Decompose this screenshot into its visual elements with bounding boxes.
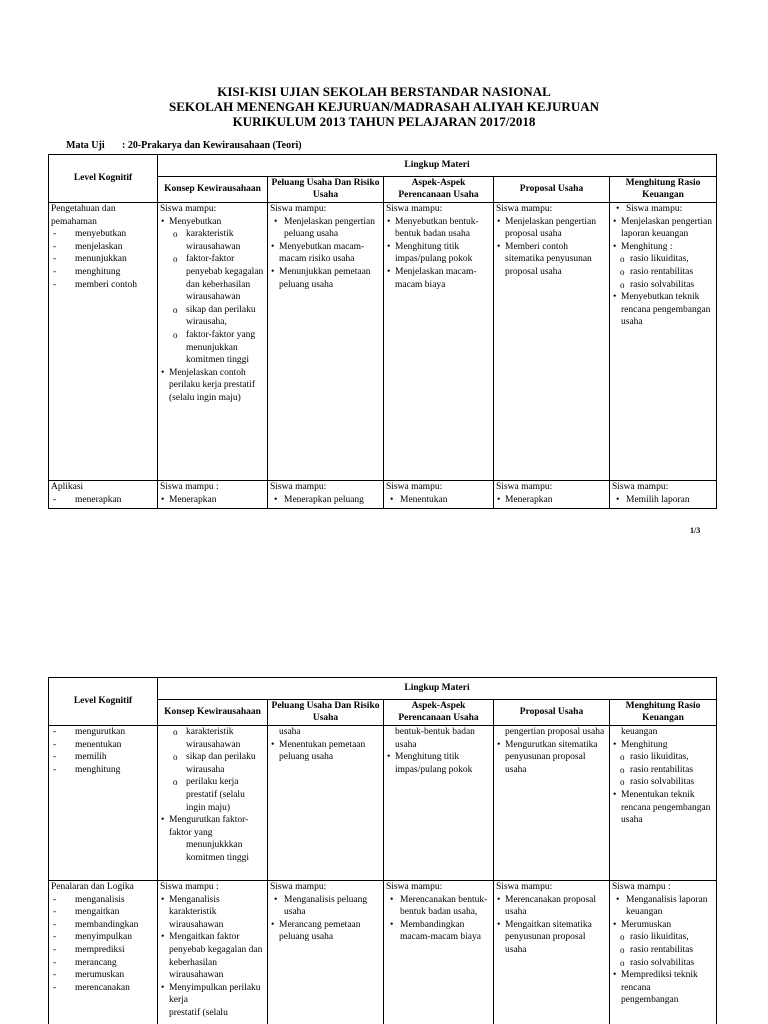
- list-item: o rasio likuiditas,: [612, 751, 714, 764]
- list-item: o rasio solvabilitas: [612, 776, 714, 789]
- table-row: [49, 726, 717, 881]
- list-item: • Menganalisis karakteristik wirausahawan: [160, 894, 265, 932]
- list-item: • Menentukan pemetaan peluang usaha: [270, 739, 381, 764]
- title-line-3: KURIKULUM 2013 TAHUN PELAJARAN 2017/2018: [232, 114, 536, 129]
- list-item: • Menerapkan: [496, 494, 607, 507]
- proposal-cell: [494, 726, 610, 881]
- list-item: bentuk-bentuk badan usaha: [395, 727, 475, 750]
- cell-intro: Siswa mampu :: [612, 882, 671, 892]
- list-item: - menunjukkan: [51, 253, 155, 266]
- list-item: • Menghitung titik impas/pulang pokok: [386, 751, 491, 776]
- list-item: • Menentukan teknik rencana pengembangan usaha: [612, 789, 714, 827]
- aspek-cell: [384, 881, 494, 1024]
- list-item: o sikap dan perilaku wirausaha,: [160, 304, 265, 329]
- list-item: - menghitung: [51, 764, 155, 777]
- list-item: • Menganalisis laporan keuangan: [612, 894, 714, 919]
- peluang-cell: [268, 203, 384, 481]
- list-item: - merumuskan: [51, 969, 155, 982]
- cell-intro: Siswa mampu:: [612, 482, 669, 492]
- list-item: o rasio likuiditas,: [612, 931, 714, 944]
- header-level-kognitif: Level Kognitif: [49, 678, 158, 726]
- cell-intro: Siswa mampu:: [160, 204, 217, 214]
- subject-line: [66, 140, 302, 151]
- list-item: - menghitung: [51, 266, 155, 279]
- table-row: [49, 881, 717, 1024]
- table-row: [49, 481, 717, 509]
- cell-intro: Siswa mampu:: [270, 482, 327, 492]
- level-cell: [49, 481, 158, 509]
- document-title: [0, 84, 768, 129]
- cell-intro: Siswa mampu:: [270, 204, 327, 214]
- list-item: o rasio rentabilitas: [612, 266, 714, 279]
- list-item: • Memberi contoh sitematika penyusunan proposal usaha: [496, 241, 607, 279]
- list-item: • Memprediksi teknik rencana: [612, 969, 714, 994]
- list-item: - mengaitkan: [51, 906, 155, 919]
- peluang-cell: [268, 481, 384, 509]
- rasio-cell: [610, 881, 717, 1024]
- list-item: - menganalisis: [51, 894, 155, 907]
- cell-intro: Siswa mampu:: [496, 482, 553, 492]
- level-title: Pengetahuan dan: [51, 204, 116, 214]
- subject-label: Mata Uji: [66, 140, 105, 151]
- cell-intro: Siswa mampu :: [160, 882, 219, 892]
- list-item: - merencanakan: [51, 982, 155, 995]
- proposal-cell: [494, 881, 610, 1024]
- list-item: - menyebutkan: [51, 228, 155, 241]
- proposal-cell: [494, 203, 610, 481]
- list-item: • Siswa mampu:: [612, 203, 714, 216]
- header-aspek: Aspek-Aspek Perencanaan Usaha: [384, 700, 494, 726]
- list-item: • Menganalisis peluang usaha: [270, 894, 381, 919]
- aspek-cell: [384, 726, 494, 881]
- list-item: - merancang: [51, 957, 155, 970]
- header-konsep: Konsep Kewirausahaan: [158, 700, 268, 726]
- list-item: • Menyebutkan bentuk-bentuk badan usaha: [386, 216, 491, 241]
- header-konsep: Konsep Kewirausahaan: [158, 177, 268, 203]
- list-item: - mengurutkan: [51, 726, 155, 739]
- header-proposal: Proposal Usaha: [494, 177, 610, 203]
- konsep-cell: [158, 881, 268, 1024]
- peluang-cell: [268, 881, 384, 1024]
- list-item: • Menyebutkan teknik rencana pengembangan usaha: [612, 291, 714, 329]
- header-level-kognitif: Level Kognitif: [49, 155, 158, 203]
- aspek-cell: [384, 481, 494, 509]
- list-item: - memberi contoh: [51, 279, 155, 292]
- cell-intro: Siswa mampu:: [496, 204, 553, 214]
- list-item: o karakteristik wirausahawan: [160, 228, 265, 253]
- list-item: o sikap dan perilaku wirausaha: [160, 751, 265, 776]
- list-item: • Menyebutkan: [160, 216, 265, 229]
- list-item: • Mengaitkan faktor penyebab kegagalan dan keberhasilan wirausahawan: [160, 931, 265, 981]
- list-item: keuangan: [621, 727, 658, 737]
- list-item: • Menerapkan peluang: [270, 494, 381, 507]
- list-item: • Menjelaskan pengertian laporan keuangan: [612, 216, 714, 241]
- list-item: o perilaku kerja prestatif (selalu ingin maju): [160, 776, 265, 814]
- list-item: pengembangan: [621, 995, 679, 1006]
- document-page-2: [0, 655, 768, 1024]
- list-item: • Mengurutkan faktor-faktor yang: [160, 814, 265, 839]
- list-item: o rasio solvabilitas: [612, 279, 714, 292]
- level-title: Penalaran dan Logika: [51, 882, 134, 892]
- list-item: o rasio rentabilitas: [612, 764, 714, 777]
- list-item: • Menghitung titik impas/pulang pokok: [386, 241, 491, 266]
- cell-intro: Siswa mampu:: [386, 482, 443, 492]
- level-cell: [49, 726, 158, 881]
- header-aspek: Aspek-Aspek Perencanaan Usaha: [384, 177, 494, 203]
- list-item: • Mengurutkan sitematika penyusunan proposal usaha: [496, 739, 607, 777]
- cell-intro: Siswa mampu:: [270, 882, 327, 892]
- header-rasio: Menghitung Rasio Keuangan: [610, 700, 717, 726]
- list-item: o faktor-faktor penyebab kegagalan dan keberhasilan wirausahawan: [160, 253, 265, 303]
- list-item: • Menjelaskan macam-macam biaya: [386, 266, 491, 291]
- list-item: • Menyebutkan macam-macam risiko usaha: [270, 241, 381, 266]
- proposal-cell: [494, 481, 610, 509]
- list-item: • Menentukan: [386, 494, 491, 507]
- list-item: • Menyimpulkan perilaku kerja: [160, 982, 265, 1007]
- list-item: - menjelaskan: [51, 241, 155, 254]
- list-item: • Menjelaskan contoh perilaku kerja prestatif (selalu ingin maju): [160, 367, 265, 405]
- aspek-cell: [384, 203, 494, 481]
- list-item: - menyimpulkan: [51, 931, 155, 944]
- list-item: • Menjelaskan pengertian peluang usaha: [270, 216, 381, 241]
- page-number: 1/3: [690, 526, 701, 535]
- blueprint-table: [48, 154, 717, 509]
- list-item: • Mengaitkan sitematika penyusunan proposal usaha: [496, 919, 607, 957]
- list-item: - memprediksi: [51, 944, 155, 957]
- list-item: - menentukan: [51, 739, 155, 752]
- list-item: o faktor-faktor yang menunjukkan komitmen tinggi: [160, 329, 265, 367]
- list-item: - memilih: [51, 751, 155, 764]
- header-rasio: Menghitung Rasio Keuangan: [610, 177, 717, 203]
- header-lingkup-materi: Lingkup Materi: [158, 678, 717, 700]
- header-peluang: Peluang Usaha Dan Risiko Usaha: [268, 700, 384, 726]
- list-item: • Menghitung :: [612, 241, 714, 254]
- konsep-cell: [158, 726, 268, 881]
- list-item: o rasio rentabilitas: [612, 944, 714, 957]
- list-item: • Memilih laporan: [612, 494, 714, 507]
- list-item: • Menunjukkan pemetaan peluang usaha: [270, 266, 381, 291]
- subject-value: : 20-Prakarya dan Kewirausahaan (Teori): [122, 140, 302, 151]
- list-item: menunjukkkan komitmen tinggi: [186, 840, 250, 863]
- cell-intro: Siswa mampu :: [160, 482, 219, 492]
- konsep-cell: [158, 203, 268, 481]
- level-cell: [49, 881, 158, 1024]
- list-item: • Merencanakan proposal usaha: [496, 894, 607, 919]
- blueprint-table: [48, 677, 717, 1024]
- rasio-cell: [610, 726, 717, 881]
- title-line-1: KISI-KISI UJIAN SEKOLAH BERSTANDAR NASIONAL: [217, 84, 551, 99]
- list-item: • Menghitung: [612, 739, 714, 752]
- list-item: • Merancang pemetaan peluang usaha: [270, 919, 381, 944]
- level-title-2: pemahaman: [51, 216, 97, 227]
- list-item: • Merencanakan bentuk-bentuk badan usaha,: [386, 894, 491, 919]
- list-item: prestatif (selalu: [169, 1007, 228, 1018]
- rasio-cell: [610, 203, 717, 481]
- list-item: • Menerapkan: [160, 494, 265, 507]
- list-item: • Menjelaskan pengertian proposal usaha: [496, 216, 607, 241]
- peluang-cell: [268, 726, 384, 881]
- list-item: • Membandingkan macam-macam biaya: [386, 919, 491, 944]
- list-item: usaha: [279, 727, 301, 737]
- list-item: o rasio likuiditas,: [612, 253, 714, 266]
- list-item: - menerapkan: [51, 494, 155, 507]
- cell-intro: Siswa mampu:: [386, 882, 443, 892]
- list-item: pengertian proposal usaha: [505, 727, 605, 737]
- header-proposal: Proposal Usaha: [494, 700, 610, 726]
- list-item: - membandingkan: [51, 919, 155, 932]
- title-line-2: SEKOLAH MENENGAH KEJURUAN/MADRASAH ALIYAH KEJURUAN: [168, 99, 599, 114]
- list-item: o karakteristik wirausahawan: [160, 726, 265, 751]
- level-title: Aplikasi: [51, 482, 84, 492]
- cell-intro: Siswa mampu:: [496, 882, 553, 892]
- list-item: • Merumuskan: [612, 919, 714, 932]
- header-peluang: Peluang Usaha Dan Risiko Usaha: [268, 177, 384, 203]
- rasio-cell: [610, 481, 717, 509]
- level-cell: [49, 203, 158, 481]
- table-row: [49, 203, 717, 481]
- konsep-cell: [158, 481, 268, 509]
- list-item: o rasio solvabilitas: [612, 957, 714, 970]
- cell-intro: Siswa mampu:: [386, 204, 443, 214]
- header-lingkup-materi: Lingkup Materi: [158, 155, 717, 177]
